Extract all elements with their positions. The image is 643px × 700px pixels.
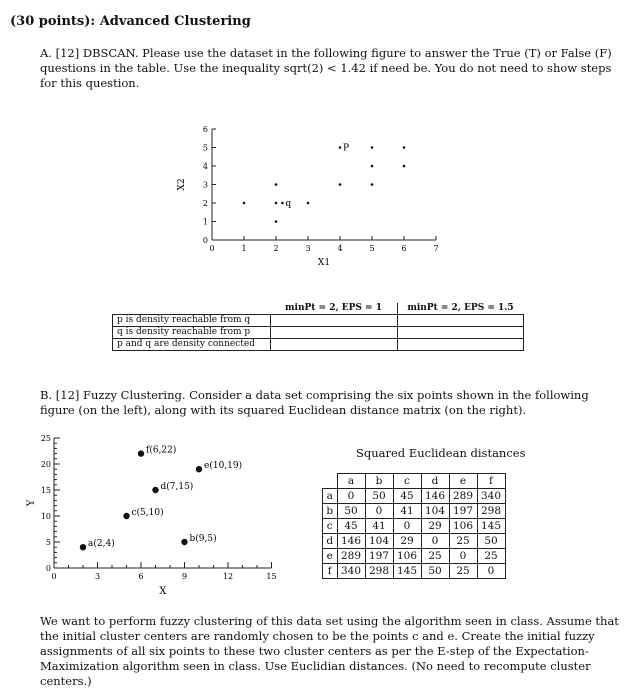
matrix-cell: 298 <box>365 564 393 579</box>
table-row <box>113 327 524 339</box>
point-label: e(10,19) <box>204 461 243 472</box>
labeled-point <box>339 146 342 149</box>
matrix-row-header: f <box>323 564 338 579</box>
matrix-cell: 50 <box>365 489 393 504</box>
matrix-cell: 25 <box>449 534 477 549</box>
y-tick-label: 3 <box>202 180 208 190</box>
table-empty-corner <box>113 303 271 315</box>
matrix-cell: 41 <box>393 504 421 519</box>
point-label: a(2,4) <box>88 539 115 550</box>
table-row <box>323 519 506 534</box>
row-label: p is density reachable from q <box>113 315 271 327</box>
dbscan-scatter-chart <box>170 112 460 277</box>
matrix-cell: 0 <box>337 489 365 504</box>
answer-cell[interactable] <box>271 315 398 327</box>
data-point <box>371 183 374 186</box>
y-tick-label: 4 <box>202 162 208 171</box>
matrix-cell: 106 <box>393 549 421 564</box>
x-axis-label: X <box>159 586 167 597</box>
matrix-cell: 0 <box>477 564 505 579</box>
answer-cell[interactable] <box>271 339 398 351</box>
point-label: d(7,15) <box>160 482 194 492</box>
matrix-row-header: a <box>323 489 338 504</box>
data-point <box>275 220 278 223</box>
x-tick-label: 1 <box>241 244 247 253</box>
point-label: P <box>343 143 350 154</box>
part-a-text: A. [12] DBSCAN. Please use the dataset in the following figure to answer the True (T) or False (F) questions in the table. Use the inequality sqrt(2) < 1.42 if need be. You do not need to show steps for this question. <box>40 46 612 90</box>
part-b-closing-text: We want to perform fuzzy clustering of this data set using the algorithm seen in class. Assume that the initial cluster centers are randomly chosen to be the points c and e. Create the initial fuzzy assignments of all six points to these two cluster centers as per the E-step of the Expectation-Maximization algorithm seen in class. Use Euclidian distances. (No need to recompute cluster centers.) <box>40 614 619 688</box>
matrix-cell: 50 <box>421 564 449 579</box>
table-header-row <box>113 303 524 315</box>
data-point <box>307 202 310 205</box>
matrix-cell: 25 <box>421 549 449 564</box>
matrix-cell: 41 <box>365 519 393 534</box>
matrix-cell: 29 <box>393 534 421 549</box>
table-row <box>323 504 506 519</box>
x-tick-label: 6 <box>138 572 144 581</box>
y-tick-label: 1 <box>202 217 208 227</box>
x-tick-label: 6 <box>401 244 407 253</box>
y-tick-label: 5 <box>202 143 208 153</box>
answer-cell[interactable] <box>397 339 524 351</box>
matrix-cell: 197 <box>449 504 477 519</box>
matrix-cell: 104 <box>421 504 449 519</box>
matrix-cell: 29 <box>421 519 449 534</box>
matrix-cell: 106 <box>449 519 477 534</box>
point-label: b(9,5) <box>189 534 217 544</box>
point-label: c(5,10) <box>131 508 164 518</box>
page-title: (30 points): Advanced Clustering <box>10 14 251 29</box>
data-point <box>123 513 129 519</box>
data-point <box>403 146 406 149</box>
table-row <box>323 489 506 504</box>
matrix-cell: 45 <box>393 489 421 504</box>
matrix-row-header: b <box>323 504 338 519</box>
data-point <box>275 202 278 205</box>
x-tick-label: 7 <box>433 244 439 253</box>
x-tick-label: 4 <box>337 244 343 253</box>
matrix-cell: 146 <box>337 534 365 549</box>
matrix-row-header: d <box>323 534 338 549</box>
row-label: p and q are density connected <box>113 339 271 351</box>
x-axis-label: X1 <box>317 258 331 268</box>
answer-cell[interactable] <box>271 327 398 339</box>
y-axis-label: Y <box>26 499 37 507</box>
x-tick-label: 9 <box>181 572 188 581</box>
x-tick-label: 2 <box>273 244 279 253</box>
matrix-cell: 0 <box>365 504 393 519</box>
x-tick-label: 5 <box>369 244 375 253</box>
matrix-row-header: e <box>323 549 338 564</box>
x-tick-label: 12 <box>222 572 234 581</box>
point-label: f(6,22) <box>146 445 177 456</box>
matrix-col-header: e <box>449 474 477 489</box>
y-tick-label: 0 <box>45 564 51 573</box>
matrix-cell: 0 <box>393 519 421 534</box>
data-point <box>181 539 187 545</box>
x-tick-label: 0 <box>209 244 215 253</box>
y-tick-label: 5 <box>45 538 51 547</box>
x-tick-label: 3 <box>94 572 101 581</box>
matrix-col-header: a <box>337 474 365 489</box>
matrix-col-header: d <box>421 474 449 489</box>
answer-cell[interactable] <box>397 315 524 327</box>
data-point <box>243 202 246 205</box>
table-row <box>323 549 506 564</box>
matrix-cell: 0 <box>449 549 477 564</box>
data-point <box>371 146 374 149</box>
y-tick-label: 6 <box>202 125 208 134</box>
data-point <box>275 183 278 186</box>
matrix-cell: 289 <box>337 549 365 564</box>
matrix-cell: 50 <box>477 534 505 549</box>
data-point <box>403 165 406 168</box>
matrix-col-header: c <box>393 474 421 489</box>
y-tick-label: 0 <box>202 236 208 245</box>
matrix-cell: 340 <box>337 564 365 579</box>
matrix-cell: 25 <box>477 549 505 564</box>
matrix-cell: 45 <box>337 519 365 534</box>
matrix-cell: 0 <box>421 534 449 549</box>
y-tick-label: 20 <box>40 460 51 469</box>
matrix-cell: 340 <box>477 489 505 504</box>
labeled-point <box>281 202 284 205</box>
table-row <box>113 315 524 327</box>
matrix-header-row <box>323 474 506 489</box>
matrix-cell: 298 <box>477 504 505 519</box>
x-tick-label: 3 <box>305 244 311 253</box>
x-tick-label: 15 <box>266 572 277 581</box>
row-label: q is density reachable from p <box>113 327 271 339</box>
y-tick-label: 15 <box>40 486 51 495</box>
matrix-cell: 50 <box>337 504 365 519</box>
matrix-col-header: f <box>477 474 505 489</box>
matrix-cell: 289 <box>449 489 477 504</box>
y-axis-label: X2 <box>177 178 187 191</box>
x-tick-label: 0 <box>51 572 57 581</box>
dbscan-tf-table <box>112 303 524 351</box>
y-tick-label: 25 <box>40 434 51 443</box>
part-b-text: B. [12] Fuzzy Clustering. Consider a data set comprising the six points shown in the following figure (on the left), along with its squared Euclidean distance matrix (on the right). <box>40 388 589 417</box>
matrix-cell: 146 <box>421 489 449 504</box>
data-point <box>339 183 342 186</box>
col-header-eps15: minPt = 2, EPS = 1.5 <box>397 303 524 315</box>
fuzzy-scatter-chart <box>20 430 305 600</box>
y-tick-label: 2 <box>202 199 208 208</box>
data-point <box>371 165 374 168</box>
matrix-cell: 104 <box>365 534 393 549</box>
data-point <box>80 544 86 550</box>
data-point <box>138 450 144 456</box>
table-row <box>113 339 524 351</box>
table-row <box>323 534 506 549</box>
distance-matrix <box>322 473 506 579</box>
table-row <box>323 564 506 579</box>
point-label: q <box>285 199 292 209</box>
matrix-corner <box>323 474 338 489</box>
matrix-cell: 197 <box>365 549 393 564</box>
answer-cell[interactable] <box>397 327 524 339</box>
matrix-col-header: b <box>365 474 393 489</box>
matrix-row-header: c <box>323 519 338 534</box>
matrix-title: Squared Euclidean distances <box>356 446 526 460</box>
data-point <box>196 466 202 472</box>
matrix-cell: 25 <box>449 564 477 579</box>
matrix-cell: 145 <box>393 564 421 579</box>
matrix-cell: 145 <box>477 519 505 534</box>
y-tick-label: 10 <box>40 512 51 521</box>
data-point <box>152 487 158 493</box>
col-header-eps1: minPt = 2, EPS = 1 <box>285 303 382 313</box>
